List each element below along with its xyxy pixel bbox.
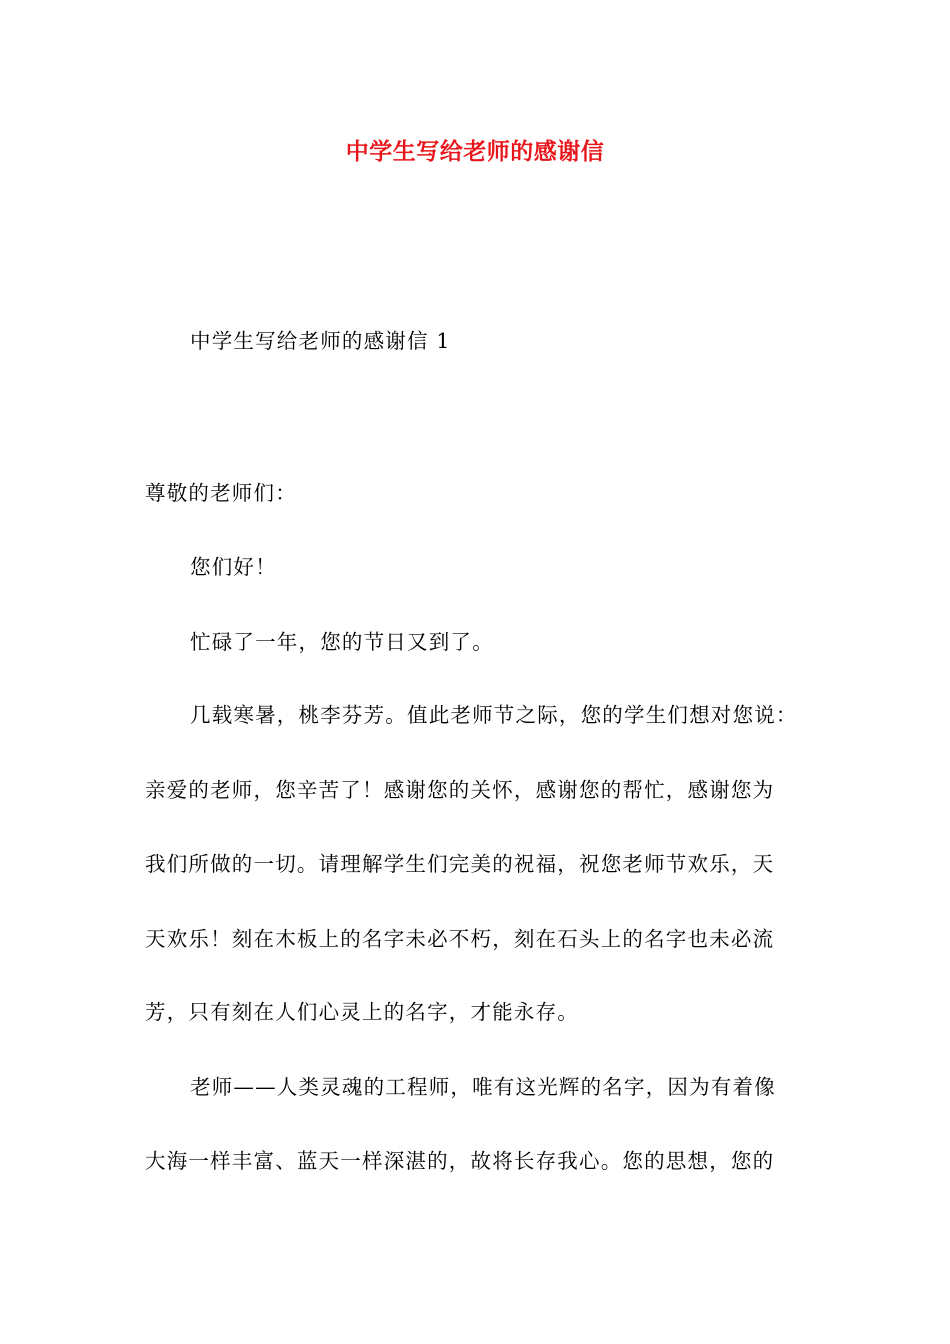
letter-greeting: 尊敬的老师们： xyxy=(145,481,297,505)
paragraph-line: 您们好！ xyxy=(190,555,277,579)
paragraph-line: 忙碌了一年，您的节日又到了。 xyxy=(190,630,494,654)
paragraph-line: 亲爱的老师，您辛苦了！感谢您的关怀，感谢您的帮忙，感谢您为 xyxy=(145,778,775,802)
paragraph-line: 芳，只有刻在人们心灵上的名字，才能永存。 xyxy=(145,1000,579,1024)
paragraph-line: 天欢乐！刻在木板上的名字未必不朽，刻在石头上的名字也未必流 xyxy=(145,927,775,951)
paragraph-line: 大海一样丰富、蓝天一样深湛的，故将长存我心。您的思想，您的 xyxy=(145,1149,775,1173)
letter-heading: 中学生写给老师的感谢信 1 xyxy=(190,329,451,353)
paragraph-line: 我们所做的一切。请理解学生们完美的祝福，祝您老师节欢乐，天 xyxy=(145,852,775,876)
paragraph-line: 老师——人类灵魂的工程师，唯有这光辉的名字，因为有着像 xyxy=(190,1075,776,1099)
paragraph-line: 几载寒暑，桃李芬芳。值此老师节之际，您的学生们想对您说： xyxy=(190,703,798,727)
document-title: 中学生写给老师的感谢信 xyxy=(345,138,605,165)
